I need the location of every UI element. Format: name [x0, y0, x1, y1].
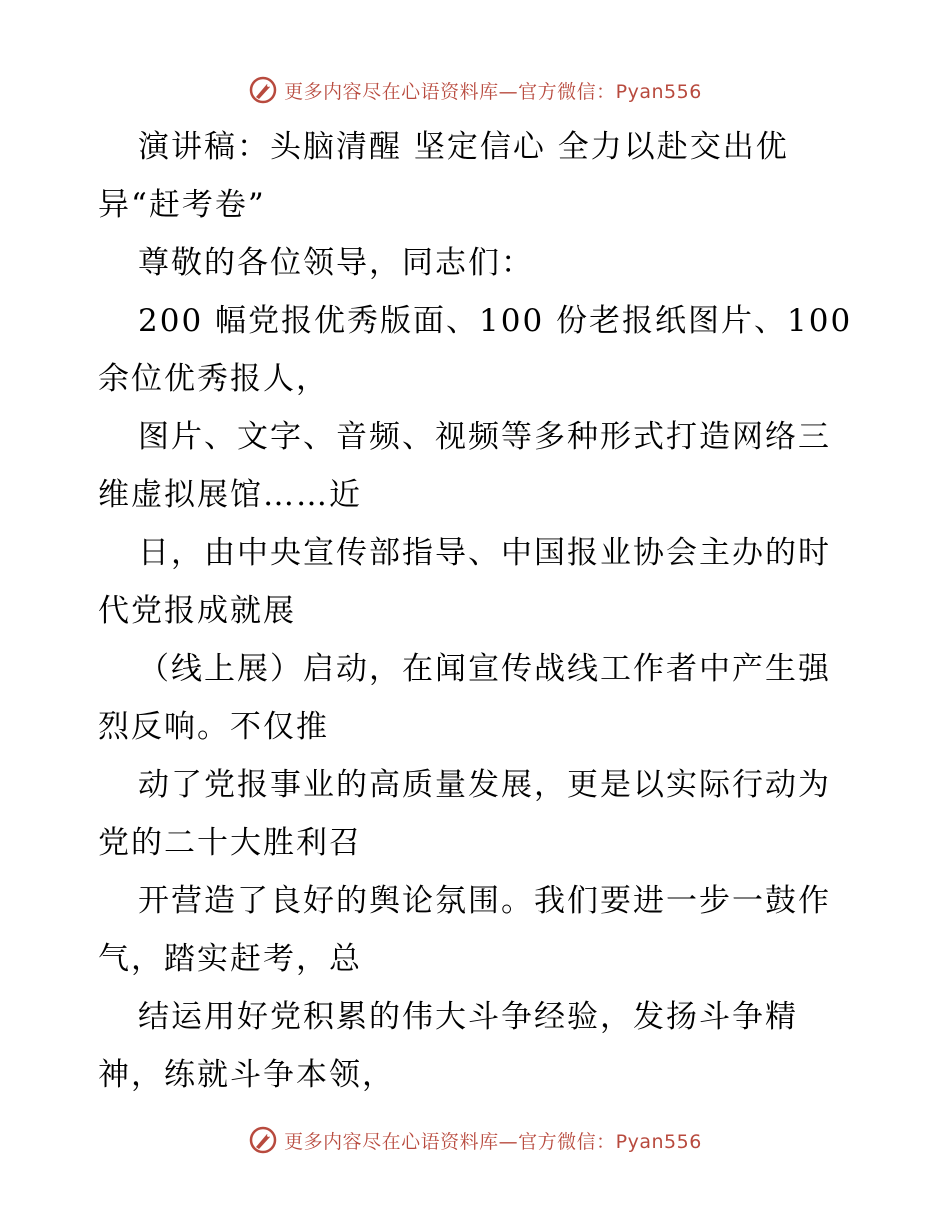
body-paragraph: 图片、文字、音频、视频等多种形式打造网络三维虚拟展馆……近 [98, 419, 831, 513]
header-banner-text: 更多内容尽在心语资料库—官方微信：Pyan556 [284, 80, 702, 103]
body-paragraph: 开营造了良好的舆论氛围。我们要进一步一鼓作气，踏实赶考，总 [98, 883, 831, 977]
body-paragraph: 200 幅党报优秀版面、100 份老报纸图片、100 余位优秀报人， [98, 303, 853, 397]
body-paragraph: （线上展）启动，在闻宣传战线工作者中产生强烈反响。不仅推 [98, 651, 831, 745]
salutation: 尊敬的各位领导，同志们： [138, 245, 534, 281]
document-title: 演讲稿：头脑清醒 坚定信心 全力以赴交出优异“赶考卷” [98, 129, 789, 223]
document-body [98, 118, 858, 1104]
header-watermark-banner [0, 72, 950, 108]
pen-nib-circle-icon [248, 75, 278, 105]
body-paragraph: 日，由中央宣传部指导、中国报业协会主办的时代党报成就展 [98, 535, 831, 629]
body-paragraph: 结运用好党积累的伟大斗争经验，发扬斗争精神，练就斗争本领， [98, 999, 798, 1093]
footer-watermark-banner [0, 1122, 950, 1158]
body-paragraph: 动了党报事业的高质量发展，更是以实际行动为党的二十大胜利召 [98, 767, 831, 861]
pen-nib-circle-icon [248, 1125, 278, 1155]
footer-banner-text: 更多内容尽在心语资料库—官方微信：Pyan556 [284, 1130, 702, 1153]
